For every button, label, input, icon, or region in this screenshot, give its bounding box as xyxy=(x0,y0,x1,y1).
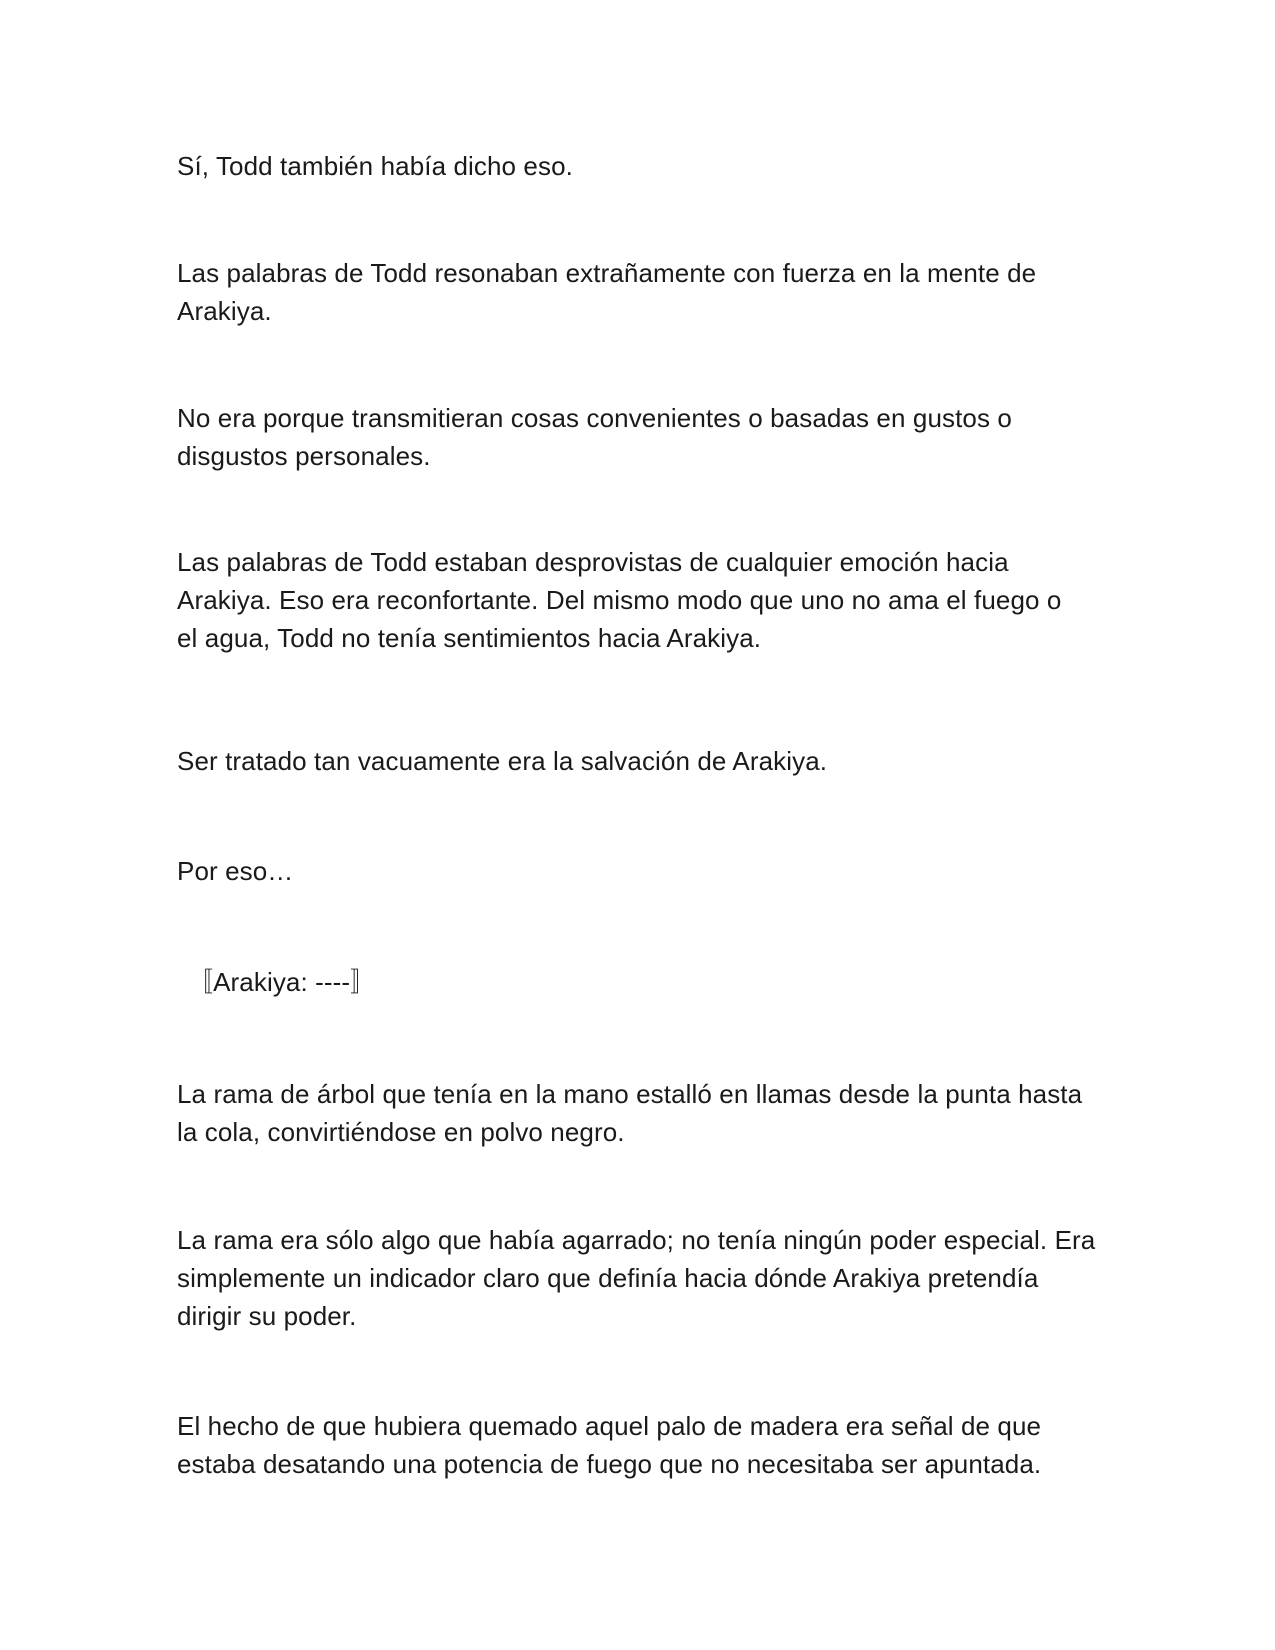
text-line: dirigir su poder. xyxy=(177,1301,357,1331)
paragraph-7 xyxy=(177,1075,1107,1151)
paragraph-2 xyxy=(177,254,1107,330)
text-line: La rama de árbol que tenía en la mano estalló en llamas desde la punta hasta xyxy=(177,1079,1083,1109)
text-line: No era porque transmitieran cosas convenientes o basadas en gustos o xyxy=(177,403,1012,433)
paragraph-1 xyxy=(177,147,1107,185)
text-line: Arakiya. Eso era reconfortante. Del mismo modo que uno no ama el fuego o xyxy=(177,585,1062,615)
text-line: simplemente un indicador claro que definía hacia dónde Arakiya pretendía xyxy=(177,1263,1039,1293)
paragraph-4 xyxy=(177,543,1107,657)
text-line: la cola, convirtiéndose en polvo negro. xyxy=(177,1117,625,1147)
text-line: estaba desatando una potencia de fuego que no necesitaba ser apuntada. xyxy=(177,1449,1042,1479)
paragraph-9 xyxy=(177,1407,1107,1483)
text-line: Arakiya. xyxy=(177,296,272,326)
text-line: La rama era sólo algo que había agarrado; no tenía ningún poder especial. Era xyxy=(177,1225,1096,1255)
text-line: 〚Arakiya: ----〛 xyxy=(187,967,377,997)
paragraph-3 xyxy=(177,399,1107,475)
dialog-line xyxy=(187,963,1117,1001)
text-line: Las palabras de Todd estaban desprovistas de cualquier emoción hacia xyxy=(177,547,1009,577)
paragraph-8 xyxy=(177,1221,1107,1335)
text-line: el agua, Todd no tenía sentimientos hacia Arakiya. xyxy=(177,623,762,653)
paragraph-6 xyxy=(177,852,1107,890)
text-line: disgustos personales. xyxy=(177,441,431,471)
paragraph-5 xyxy=(177,742,1107,780)
text-line: Sí, Todd también había dicho eso. xyxy=(177,151,573,181)
text-line: Ser tratado tan vacuamente era la salvación de Arakiya. xyxy=(177,746,828,776)
text-line: El hecho de que hubiera quemado aquel palo de madera era señal de que xyxy=(177,1411,1042,1441)
text-line: Las palabras de Todd resonaban extrañamente con fuerza en la mente de xyxy=(177,258,1037,288)
text-line: Por eso… xyxy=(177,856,294,886)
